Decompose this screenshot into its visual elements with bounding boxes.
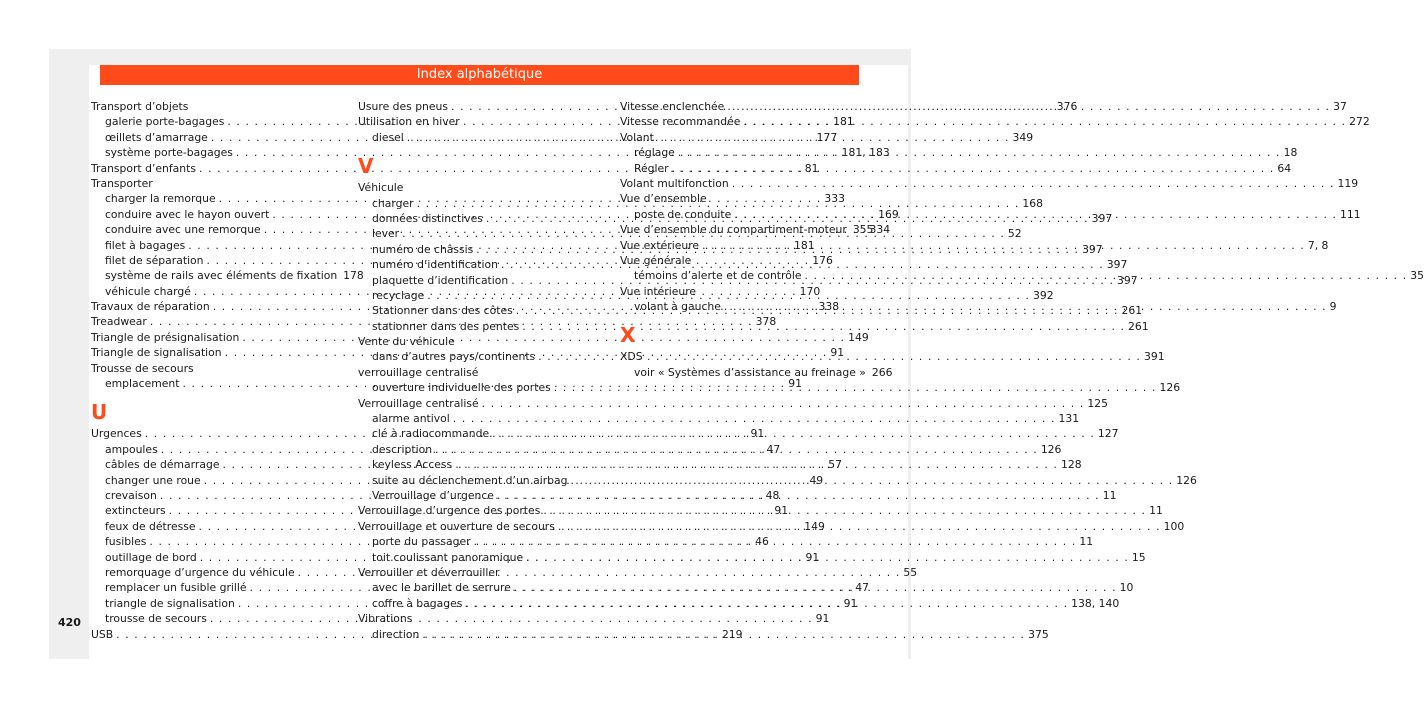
entry-page-ref: 397 [1117,273,1138,287]
entry-label: Verrouiller et déverrouiller [358,565,500,579]
entry-page-ref: 397 [1106,258,1128,272]
index-entry [620,253,862,268]
entry-label: Usure des pneus [358,100,449,113]
entry-label: Volant [620,130,654,144]
entry-label: Transport d’enfants [91,161,196,175]
index-entry [620,222,874,237]
entry-page-ref: 35 [1410,269,1424,283]
entry-label: Stationner dans des côtes [372,304,513,318]
entry-label: Vibrations [358,612,413,626]
dot-leader [482,396,1085,411]
entry-label: keyless Access [372,458,453,472]
dot-leader [526,550,1129,565]
entry-label: Transporter [91,176,153,190]
dot-leader [514,580,1117,595]
entry-page-ref: 57 [828,458,842,472]
entry-label: ampoules [105,442,158,456]
section-letter: U [91,400,108,425]
entry-page-ref: 261 [1121,304,1143,318]
entry-page-ref: 91 [815,612,830,626]
entry-label: Vitesse enclenchée [620,100,725,113]
entry-label: poste de conduite [634,207,732,221]
entry-page-ref: 376 [1056,100,1078,113]
entry-page-ref: 126 [1159,381,1181,395]
entry-label: avec le barillet de serrure [372,581,511,595]
entry-page-ref: 125 [1087,396,1108,410]
dot-leader [734,207,1337,222]
entry-label: galerie porte-bagages [105,115,225,129]
index-entry [620,114,1370,129]
entry-label: Vue générale [620,253,692,267]
entry-page-ref: 378 [755,315,777,329]
entry-label: stationner dans des pentes [372,319,520,333]
entry-page-ref: 178 [343,269,364,283]
index-subentry [358,411,1080,426]
index-entry [358,365,600,380]
entry-page-ref: 64 [1277,161,1292,175]
index-entry [358,334,600,349]
index-entry [91,99,333,114]
entry-label: ouverture individuelle des portes [372,381,551,395]
entry-page-ref: 11 [1149,504,1163,518]
dot-leader [453,411,1056,426]
entry-label: fusibles [105,535,147,549]
entry-label: coffre à bagages [372,596,463,610]
entry-page-ref: 91 [750,427,765,441]
entry-page-ref: 7, 8 [1307,238,1329,252]
dot-leader [465,596,1068,611]
entry-label: voir « Systèmes d’assistance au freinage » [634,365,866,379]
entry-label: Verrouillage centralisé [358,396,479,410]
entry-label: Vue d’ensemble [620,192,707,206]
entry-page-ref: 49 [809,473,824,487]
index-subentry [91,268,364,283]
dot-leader [558,519,1161,534]
index-entry [358,180,600,195]
index-entry [358,611,600,626]
entry-page-ref: 355 [852,223,874,237]
entry-label: clé à radiocommande [372,427,490,441]
entry-label: Travaux de réparation [91,300,210,314]
entry-page-ref: 111 [1340,207,1361,221]
entry-page-ref: 397 [1091,211,1113,225]
entry-page-ref: 47 [855,581,870,595]
entry-page-ref: 181, 183 [841,146,890,160]
entry-label: recyclage [372,288,425,302]
entry-label: emplacement [105,377,180,391]
entry-page-ref: 11 [1102,488,1117,502]
entry-label: Triangle de présignalisation [91,330,240,344]
index-entry [91,176,333,191]
entry-page-ref: 219 [721,627,743,641]
entry-label: trousse de secours [105,612,207,626]
entry-label: charger la remorque [105,192,216,206]
entry-label: direction [372,627,420,641]
dot-leader [554,380,1157,395]
entry-label: Urgences [91,427,142,441]
entry-page-ref: 266 [871,365,893,379]
entry-label: témoins d’alerte et de contrôle [634,269,802,283]
entry-page-ref: 48 [765,488,780,502]
entry-page-ref: 126 [1040,442,1062,456]
entry-page-ref: 91 [774,504,789,518]
entry-page-ref: 169 [878,207,899,221]
entry-page-ref: 18 [1283,146,1298,160]
index-entry [620,284,862,299]
entry-label: crevaison [105,488,157,502]
entry-label: toit coulissant panoramique [372,550,524,564]
index-subentry [620,161,1292,176]
entry-page-ref: 91 [830,346,845,360]
dot-leader [570,473,1173,488]
entry-label: verrouillage centralisé [358,365,479,379]
dot-leader [435,442,1038,457]
entry-page-ref: 131 [1058,412,1080,426]
entry-page-ref: 9 [1329,300,1337,314]
entry-label: véhicule chargé [105,284,191,298]
dot-leader [422,627,1025,642]
entry-page-ref: 334 [869,223,891,237]
entry-label: Verrouillage d’urgence [372,488,494,502]
index-entry [358,396,1108,411]
dot-leader [702,238,1305,253]
entry-label: USB [91,627,114,641]
entry-label: filet de séparation [105,253,204,267]
entry-page-ref: 46 [755,535,769,549]
entry-label: Volant multifonction [620,176,729,190]
entry-label: diesel [372,130,404,144]
entry-page-ref: 55 [903,565,918,579]
index-entry [358,114,600,129]
entry-page-ref: 37 [1333,100,1347,113]
index-entry [620,176,1359,191]
section-letter: X [620,323,636,348]
entry-page-ref: 375 [1028,627,1049,641]
dot-leader [805,268,1408,283]
entry-label: Triangle de signalisation [91,346,222,360]
entry-page-ref: 261 [1128,319,1149,333]
entry-label: feux de détresse [105,519,196,533]
entry-label: lever [372,227,400,241]
dot-leader [497,488,1100,503]
entry-label: remplacer un fusible grillé [105,581,247,595]
entry-page-ref: 126 [1176,473,1197,487]
entry-label: données distinctives [372,211,483,225]
entry-page-ref: 52 [1007,227,1022,241]
entry-label: système porte-bagages [105,146,233,160]
entry-label: numéro d’identification [372,258,498,272]
entry-page-ref: 10 [1119,581,1134,595]
entry-page-ref: 149 [848,330,869,344]
index-entry [620,191,862,206]
entry-label: description [372,442,433,456]
dot-leader [474,534,1077,549]
entry-label: conduire avec une remorque [105,223,261,237]
entry-label: Verrouillage d’urgence des portes [358,504,541,518]
entry-page-ref: 127 [1097,427,1119,441]
entry-label: Vue d’ensemble du compartiment-moteur [620,223,847,237]
section-letter: V [358,154,374,179]
entry-page-ref: 349 [1012,130,1034,144]
entry-label: réglage [634,146,675,160]
page-title: Index alphabétique [100,65,859,85]
entry-label: outillage de bord [105,550,197,564]
entry-page-ref: 392 [1032,288,1054,302]
entry-page-ref: 119 [1337,176,1359,190]
entry-label: Régler [634,161,669,175]
entry-label: Transport d’objets [91,100,189,113]
entry-label: Verrouillage et ouverture de secours [358,519,555,533]
entry-label: triangle de signalisation [105,596,235,610]
dot-leader [678,145,1281,160]
entry-page-ref: 170 [799,284,821,298]
index-subentry [620,365,893,380]
index-entry [620,349,862,364]
entry-page-ref: 91 [788,377,802,391]
entry-label: Véhicule [358,181,404,195]
entry-page-ref: 100 [1163,519,1185,533]
entry-page-ref: 338 [818,300,840,314]
dot-leader [743,114,1346,129]
entry-page-ref: 176 [812,253,833,267]
entry-label: changer une roue [105,473,201,487]
entry-page-ref: 391 [1143,350,1165,364]
index-entry [91,361,333,376]
entry-page-ref: 397 [1082,242,1103,256]
entry-page-ref: 91 [843,596,858,610]
index-entry [620,130,862,145]
entry-page-ref: 81 [804,161,819,175]
entry-label: plaquette d’identification [372,273,509,287]
entry-label: Vente du véhicule [358,335,455,349]
index-entry [358,565,600,580]
entry-page-ref: 272 [1349,115,1370,129]
entry-label: Vue intérieure [620,284,697,298]
entry-page-ref: 333 [824,192,845,206]
entry-page-ref: 149 [804,519,825,533]
entry-page-ref: 168 [1022,196,1043,210]
entry-page-ref: 181 [793,238,815,252]
dot-leader [727,99,1330,114]
entry-label: filet à bagages [105,238,186,252]
entry-page-ref: 15 [1131,550,1146,564]
entry-label: XDS [620,350,643,364]
entry-page-ref: 128 [1060,458,1082,472]
entry-label: porte du passager [372,535,471,549]
entry-label: câbles de démarrage [105,458,220,472]
entry-label: Vitesse recommandée [620,115,741,129]
entry-label: remorquage d’urgence du véhicule [105,565,295,579]
dot-leader [492,426,1095,441]
dot-leader [732,176,1335,191]
entry-label: extincteurs [105,504,166,518]
entry-label: Vue extérieure [620,238,700,252]
dot-leader [724,299,1327,314]
entry-label: conduire avec le hayon ouvert [105,207,270,221]
entry-label: dans d’autres pays/continents [372,350,536,364]
entry-page-ref: 91 [805,550,820,564]
entry-label: numéro de châssis [372,242,474,256]
dot-leader [672,161,1275,176]
entry-label: alarme antivol [372,412,450,426]
dot-leader [543,503,1146,518]
entry-label: Utilisation en hiver [358,115,460,129]
entry-label: volant à gauche [634,300,721,314]
entry-label: Treadwear [91,315,147,329]
entry-label: suite au déclenchement d’un airbag [372,473,568,487]
dot-leader [455,457,1058,472]
entry-page-ref: 177 [816,130,838,144]
entry-label: charger [372,196,414,210]
entry-page-ref: 181 [833,115,854,129]
entry-label: Trousse de secours [91,361,194,375]
entry-page-ref: 47 [766,442,781,456]
entry-label: système de rails avec éléments de fixation [105,269,338,283]
entry-page-ref: 11 [1079,535,1094,549]
entry-page-ref: 138, 140 [1071,596,1120,610]
page-number: 420 [58,616,81,629]
entry-label: œillets d’amarrage [105,130,208,144]
